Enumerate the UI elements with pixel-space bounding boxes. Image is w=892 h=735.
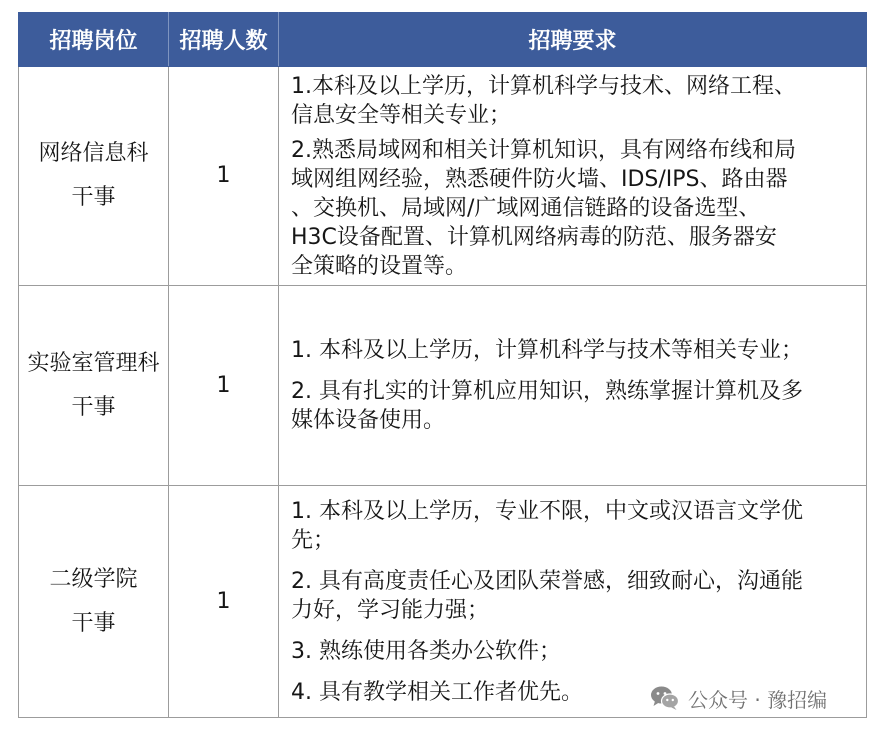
header-row [19, 13, 867, 67]
count-cell: 1 [169, 286, 279, 486]
requirements-cell [279, 67, 867, 286]
position-title: 干事 [71, 185, 116, 210]
requirement-line: 2. 具有高度责任心及团队荣誉感，细致耐心，沟通能 [291, 568, 803, 594]
position-cell [19, 486, 169, 718]
requirement-line: 1.本科及以上学历，计算机科学与技术、网络工程、 [291, 74, 796, 99]
requirement-item [291, 497, 860, 555]
requirement-line: 1. 本科及以上学历，计算机科学与技术等相关专业； [291, 338, 803, 363]
position-title: 干事 [71, 610, 116, 636]
requirement-line: 1. 本科及以上学历，专业不限，中文或汉语言文学优 [291, 498, 803, 524]
table-row [19, 67, 867, 286]
position-name: 二级学院 [49, 566, 138, 592]
position-cell [19, 286, 169, 486]
header-count: 招聘人数 [169, 13, 279, 67]
requirement-item [291, 637, 860, 666]
header-position: 招聘岗位 [19, 13, 169, 67]
wechat-icon [650, 685, 680, 711]
header-requirements: 招聘要求 [279, 13, 867, 67]
position-name: 实验室管理科 [27, 350, 160, 376]
requirement-item [291, 72, 860, 130]
watermark-text: 公众号 · 豫招编 [688, 687, 828, 712]
requirement-line: 2.熟悉局域网和相关计算机知识，具有网络布线和局 [291, 138, 796, 163]
requirement-item [291, 336, 860, 365]
requirement-line: 、交换机、局域网/广域网通信链路的设备选型、 [291, 196, 761, 221]
requirement-line: 先； [291, 527, 336, 553]
requirement-line: 信息安全等相关专业； [291, 103, 512, 128]
requirement-item [291, 136, 860, 281]
watermark [650, 684, 827, 712]
requirement-line: 4. 具有教学相关工作者优先。 [291, 679, 583, 705]
requirement-line: 全策略的设置等。 [291, 254, 468, 279]
requirement-line: 域网组网经验，熟悉硬件防火墙、IDS/IPS、路由器 [291, 167, 788, 192]
requirements-cell [279, 286, 867, 486]
requirement-item [291, 377, 860, 435]
position-name: 网络信息科 [38, 141, 149, 166]
requirement-item [291, 567, 860, 625]
table-row [19, 286, 867, 486]
count-cell: 1 [169, 67, 279, 286]
requirement-line: 2. 具有扎实的计算机应用知识，熟练掌握计算机及多 [291, 379, 803, 404]
position-cell [19, 67, 169, 286]
requirement-line: H3C设备配置、计算机网络病毒的防范、服务器安 [291, 225, 777, 250]
requirement-line: 力好，学习能力强； [291, 597, 490, 623]
requirement-line: 媒体设备使用。 [291, 408, 446, 433]
count-cell: 1 [169, 486, 279, 718]
recruitment-table [18, 12, 867, 718]
requirement-line: 3. 熟练使用各类办公软件； [291, 638, 561, 664]
position-title: 干事 [71, 394, 116, 420]
